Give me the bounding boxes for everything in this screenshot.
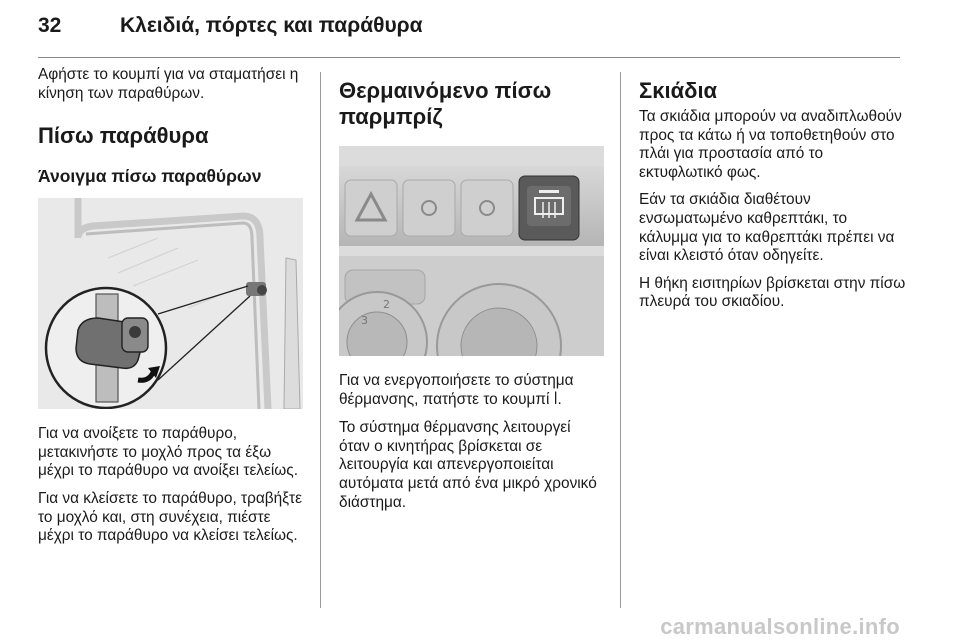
svg-text:3: 3 [361, 314, 368, 327]
sun-visor-description: Τα σκιάδια μπορούν να αναδιπλωθούν προς τα κάτω ή να τοποθετηθούν στο πλάι για προστασία από το εκτυφλωτικό φως. [639, 108, 902, 181]
vanity-mirror-note: Εάν τα σκιάδια διαθέτουν ενσωματωμένο καθρεπτάκι, το κάλυμμα για το καθρεπτάκι πρέπει να είναι κλειστό όταν οδηγείτε. [639, 191, 895, 265]
column-1 [38, 66, 304, 555]
section-title-heated-window-line1: Θερμαινόμενο πίσω [339, 78, 552, 103]
subsection-title-opening: Άνοιγμα πίσω παραθύρων [38, 166, 262, 187]
heated-rear-window-button-photo [339, 146, 604, 356]
heater-activation-instructions [339, 372, 605, 410]
page-number: 32 [38, 14, 62, 37]
rear-window-lever-illustration [38, 198, 303, 409]
heater-activation-text: Για να ενεργοποιήσετε το σύστημα θέρμανσης, πατήστε το κουμπί [339, 372, 574, 408]
column-divider-1 [320, 72, 321, 608]
closing-instructions: Για να κλείσετε το παράθυρο, τραβήξτε το μοχλό και, στη συνέχεια, πιέστε μέχρι το παράθυρο να κλείσει τελείως. [38, 489, 302, 545]
heated-window-icon: ꟾ [553, 392, 558, 408]
section-title-sun-visors: Σκιάδια [639, 78, 718, 103]
header-divider [38, 57, 900, 58]
heater-operation-note: Το σύστημα θέρμανσης λειτουργεί όταν ο κινητήρας βρίσκεται σε λειτουργία και απενεργοποιείται αυτόματα μετά από ένα μικρό χρονικό διάστημα. [339, 419, 597, 511]
section-title-heated-window-line2: παρμπρίζ [339, 104, 443, 129]
page-header [38, 14, 898, 44]
page-title: Κλειδιά, πόρτες και παράθυρα [120, 14, 423, 37]
svg-text:2: 2 [383, 298, 390, 311]
section-title-rear-windows: Πίσω παράθυρα [38, 123, 209, 149]
column-3 [639, 66, 907, 321]
heater-activation-period: . [557, 390, 562, 408]
column-divider-2 [620, 72, 621, 608]
intro-paragraph: Αφήστε το κουμπί για να σταματήσει η κίνηση των παραθύρων. [38, 66, 299, 102]
column-2 [339, 66, 605, 521]
opening-instructions: Για να ανοίξετε το παράθυρο, μετακινήστε το μοχλό προς τα έξω μέχρι το παράθυρο να ανοίξει τελείως. [38, 425, 298, 480]
source-watermark: carmanualsonline.info [660, 614, 900, 639]
ticket-holder-note: Η θήκη εισιτηρίων βρίσκεται στην πίσω πλευρά του σκιαδίου. [639, 274, 906, 311]
